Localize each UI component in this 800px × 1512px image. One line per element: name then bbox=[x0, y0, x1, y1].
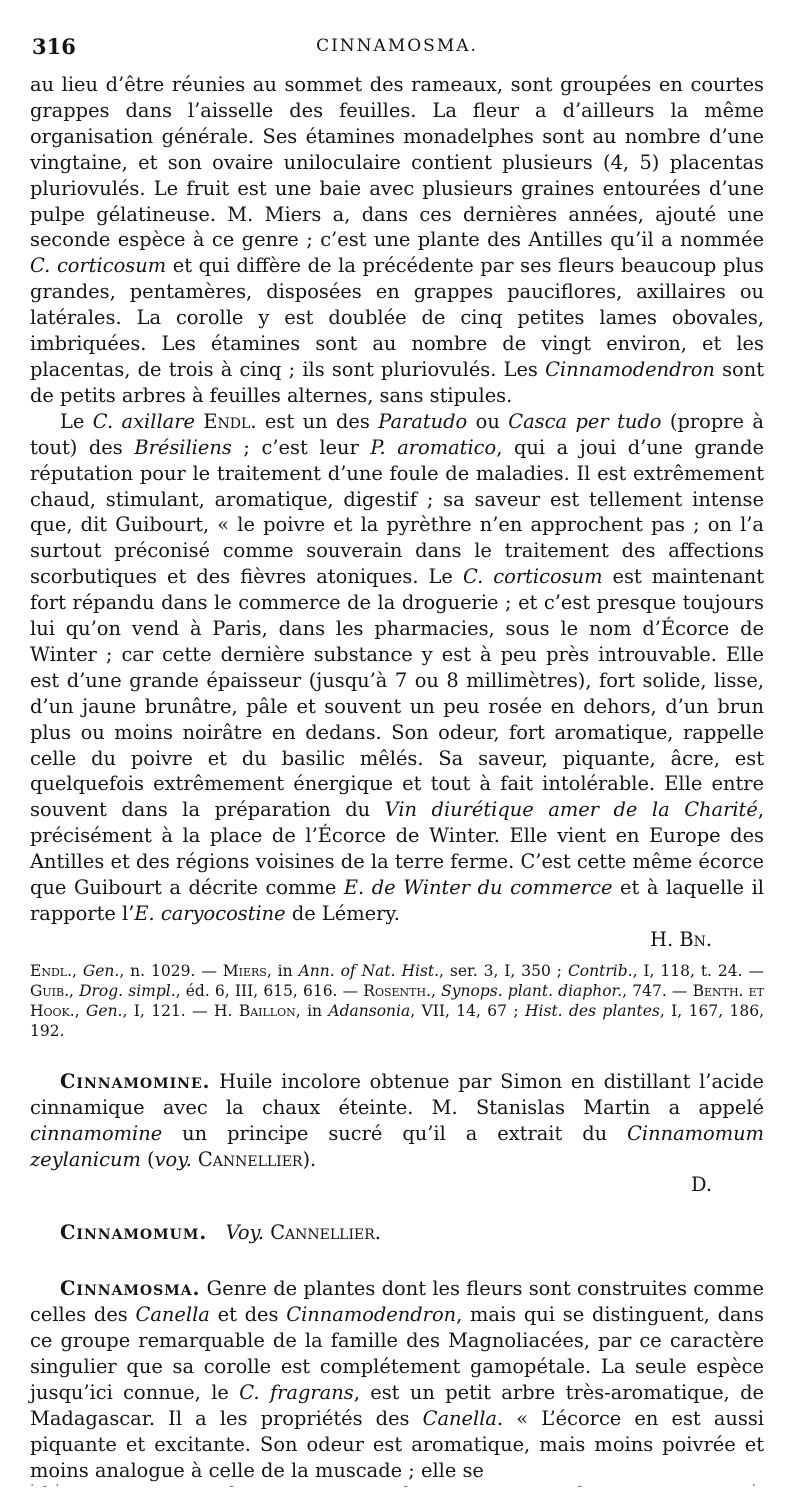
entry-headword: Cinnamomine. bbox=[60, 1069, 211, 1093]
italic-term: voy. bbox=[154, 1147, 192, 1171]
page-header bbox=[30, 34, 764, 72]
text-run: , est un petit arbre très-aromatique, de Madagascar. Il a les propriétés des bbox=[30, 1380, 764, 1430]
italic-term: Paratudo bbox=[378, 409, 468, 433]
text-run: Huile incolore obtenue par Simon en distillant l’acide cinnamique avec la chaux éteinte. M. Stanislas Martin a appelé bbox=[30, 1069, 764, 1119]
italic-term: C. corticosum bbox=[462, 565, 603, 589]
page-number: 316 bbox=[32, 34, 76, 59]
entry-cinnamomine bbox=[30, 1069, 764, 1173]
ref-text: , VII, 14, 67 ; bbox=[410, 1001, 526, 1020]
speck: - bbox=[229, 1478, 242, 1494]
text-run: et à laquelle il rapporte l’ bbox=[30, 876, 764, 925]
entry-cinnamomum bbox=[30, 1220, 764, 1246]
paragraph bbox=[30, 409, 764, 927]
text-run: Genre de plantes dont les fleurs sont construites comme celles des bbox=[30, 1277, 764, 1327]
italic-term: Cinnamodendron bbox=[545, 357, 715, 381]
bottom-margin-specks bbox=[30, 1478, 764, 1494]
text-run: et des bbox=[209, 1303, 287, 1327]
ref-title: Gen. bbox=[82, 961, 120, 980]
text-run: , précisément à la place de l’Écorce de Winter. Elle vient en Europe des Antilles et des régions voisines de la terre ferme. C’est cette même écorce que Guibourt a décrite comme bbox=[30, 798, 764, 900]
italic-term: C. fragrans bbox=[239, 1380, 354, 1404]
italic-term: Cinnamomum zeylanicum bbox=[30, 1121, 764, 1171]
ref-text: , bbox=[72, 961, 83, 980]
ref-author: Miers bbox=[222, 961, 267, 980]
ref-title: Gen. bbox=[86, 1001, 123, 1020]
ref-title: Contrib. bbox=[567, 961, 633, 980]
ref-text: , éd. 6, III, 615, 616. — bbox=[175, 981, 364, 1000]
text-run: sont de petits arbres à feuilles alternes, sans stipules. bbox=[30, 357, 764, 407]
ref-author: Rosenth. bbox=[363, 981, 432, 1000]
author-signature: D. bbox=[690, 1173, 712, 1197]
ref-text: , I, 118, t. 24. — bbox=[632, 961, 764, 980]
entry-headword: Cinnamosma. bbox=[60, 1277, 201, 1301]
text-run: ). bbox=[302, 1147, 317, 1171]
ref-title: Adansonia bbox=[328, 1001, 411, 1020]
speck: - bbox=[577, 1478, 591, 1494]
text-run: (propre à tout) des bbox=[30, 409, 764, 459]
italic-term: E. caryocostine bbox=[134, 902, 286, 925]
text-run: , mais qui se distinguent, dans ce groupe remarquable de la famille des Magnoliacées, par ce caractère singulier que sa corolle est complétement gamopétale. La seule espèce jusqu’ici connue, le bbox=[30, 1303, 764, 1404]
page bbox=[30, 34, 764, 1484]
italic-term: Cinnamodendron bbox=[286, 1303, 457, 1327]
text-run: de Lémery. bbox=[285, 902, 400, 925]
italic-term: C. axillare bbox=[92, 409, 195, 433]
text-run: Le bbox=[60, 409, 93, 433]
running-head: CINNAMOSMA. bbox=[316, 36, 478, 56]
ref-text: , I, 167, 186, 192. bbox=[30, 1001, 765, 1040]
text-run: . « L’écorce en est aussi piquante et excitante. Son odeur est aromatique, mais moins poivrée et moins analogue à celle de la muscade ; elle se bbox=[30, 1406, 765, 1482]
text-run: au lieu d’être réunies au sommet des rameaux, sont groupées en courtes grappes dans l’aisselle des feuilles. La fleur a d’ailleurs la même organisation générale. Ses étamines monadelphes sont au nombre d’une vingtaine, et son ovaire uniloculaire contient plusieurs (4, 5) placentas pluriovulés. Le fruit est une baie avec plusieurs graines entourées d’une pulpe gélatineuse. M. Miers a, dans ces dernières années, ajouté une seconde espèce à ce genre ; c’est une plante des Antilles qu’il a nommée bbox=[30, 73, 764, 252]
ref-text: , I, 121. — bbox=[122, 1001, 214, 1020]
ref-text: , bbox=[69, 981, 80, 1000]
author-signature: H. Bn. bbox=[650, 927, 712, 951]
speck: · bbox=[751, 1478, 764, 1494]
cross-reference: Cannellier bbox=[197, 1147, 303, 1171]
italic-term: Brésiliens bbox=[134, 435, 232, 459]
italic-term: Canella bbox=[135, 1303, 210, 1327]
italic-term: P. aromatico bbox=[370, 435, 497, 459]
ref-title: Ann. of Nat. Hist. bbox=[298, 961, 440, 980]
speck: ·-· bbox=[30, 1478, 68, 1494]
ref-author: Benth. et Hook. bbox=[30, 981, 764, 1020]
text-run: est maintenant fort répandu dans le commerce de la droguerie ; et c’est presque toujours lui qu’on vend à Paris, dans les pharmacies, sous le nom d’Écorce de Winter ; car cette dernière substance y est à peu près introuvable. Elle est d’une grande épaisseur (jusqu’à 7 ou 8 millimètres), fort solide, lisse, d’un jaune brunâtre, pâle et souvent un peu rosée en dehors, d’un brun plus ou moins noirâtre en dedans. Son odeur, fort aromatique, rappelle celle du poivre et du basilic mêlés. Sa saveur, piquante, âcre, est quelquefois extrêmement énergique et tout à fait intolérable. Elle entre souvent dans la préparation du bbox=[30, 565, 765, 822]
italic-term: Canella bbox=[422, 1406, 497, 1430]
ref-text: , 747. — bbox=[622, 981, 693, 1000]
italic-term: Voy. bbox=[225, 1221, 265, 1245]
italic-term: cinnamomine bbox=[30, 1121, 163, 1145]
italic-term: Casca per tudo bbox=[508, 409, 662, 433]
ref-author: Guib. bbox=[30, 981, 70, 1000]
entry-headword: Cinnamomum. bbox=[60, 1221, 208, 1245]
ref-title: Synops. plant. diaphor. bbox=[441, 981, 623, 1000]
paragraph bbox=[30, 72, 764, 409]
ref-title: Drog. simpl. bbox=[79, 981, 176, 1000]
text-run: ( bbox=[140, 1147, 155, 1171]
ref-author: H. Baillon bbox=[214, 1001, 296, 1020]
italic-term: Vin diurétique amer de la Charité bbox=[384, 798, 758, 822]
text-run: et qui diffère de la précédente par ses fleurs beaucoup plus grandes, pentamères, disposées en grappes pauciflores, axillaires ou latérales. La corolle y est doublée de cinq petites lames obovales, imbriquées. Les étamines sont au nombre de vingt environ, et les placentas, de trois à cinq ; ils sont pluriovulés. Les bbox=[30, 254, 764, 381]
author-abbrev: Endl. bbox=[194, 409, 257, 433]
text-run: un principe sucré qu’il a extrait du bbox=[162, 1121, 628, 1145]
ref-text: , n. 1029. — bbox=[119, 961, 223, 980]
text-run: ou bbox=[467, 409, 509, 433]
ref-text: , in bbox=[295, 1001, 329, 1020]
text-run: est un des bbox=[256, 409, 379, 433]
ref-text: , in bbox=[266, 961, 299, 980]
ref-author: Endl. bbox=[30, 961, 72, 980]
ref-text: , bbox=[431, 981, 442, 1000]
ref-text: , bbox=[74, 1001, 87, 1020]
italic-term: C. corticosum bbox=[30, 254, 167, 278]
entry-cinnamosma bbox=[30, 1276, 764, 1483]
ref-title: Hist. des plantes bbox=[525, 1001, 660, 1020]
text-run: , qui a joui d’une grande réputation pour le traitement d’une foule de maladies. Il est extrêmement chaud, stimulant, aromatique, digestif ; sa saveur est tellement intense que, dit Guibourt, « le poivre et la pyrèthre n’en approchent pas ; on l’a surtout préconisé comme souverain dans le traitement des affections scorbutiques et des fièvres atoniques. Le bbox=[30, 435, 764, 589]
text-run: ; c’est leur bbox=[231, 435, 371, 459]
cinnamodendron-text bbox=[30, 72, 764, 927]
speck: - bbox=[403, 1478, 416, 1494]
ref-text: , ser. 3, I, 350 ; bbox=[439, 961, 568, 980]
cross-reference: Cannellier. bbox=[270, 1221, 381, 1245]
bibliography bbox=[30, 961, 764, 1041]
italic-term: E. de Winter du commerce bbox=[343, 876, 613, 900]
